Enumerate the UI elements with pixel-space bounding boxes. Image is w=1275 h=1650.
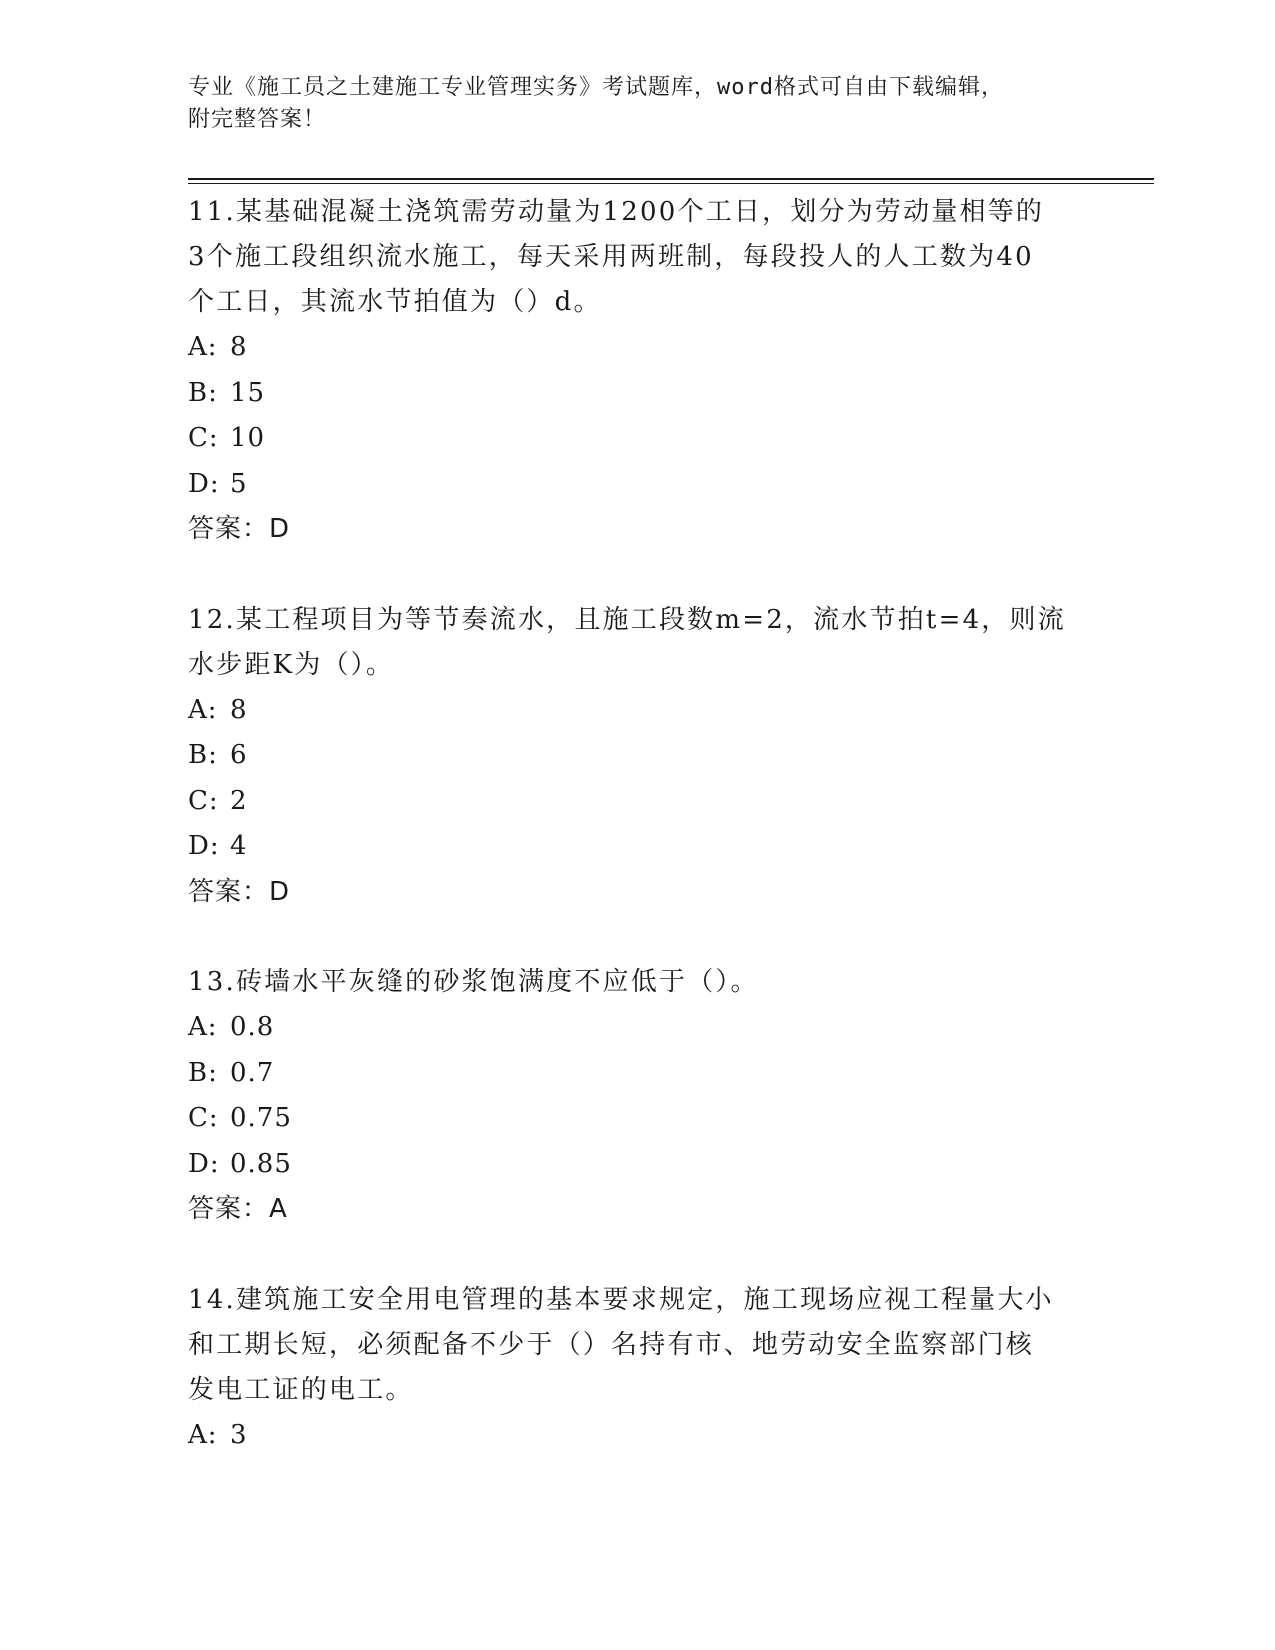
option-label: D: (188, 468, 220, 499)
option-label: A: (188, 694, 218, 725)
option-a (188, 325, 1088, 371)
option-c (188, 1096, 1088, 1142)
stem-line: 14.建筑施工安全用电管理的基本要求规定，施工现场应视工程量大小 (188, 1284, 1054, 1315)
option-text: 0.75 (230, 1103, 292, 1133)
question-13 (188, 960, 1088, 1233)
stem-line: 个工日，其流水节拍值为（）d。 (188, 287, 602, 317)
document-header (188, 72, 1168, 136)
option-d (188, 462, 1088, 508)
stem-line: 11.某基础混凝土浇筑需劳动量为1200个工日，划分为劳动量相等的 (188, 197, 1045, 227)
option-a (188, 1413, 1088, 1459)
option-label: C: (188, 785, 219, 816)
question-stem (188, 190, 1088, 325)
answer-line: 答案：A (188, 1194, 288, 1224)
question-list (188, 190, 1088, 1503)
stem-line: 发电工证的电工。 (188, 1374, 414, 1405)
option-c (188, 416, 1088, 462)
stem-line: 和工期长短，必须配备不少于（）名持有市、地劳动安全监察部门核 (188, 1329, 1035, 1360)
question-12 (188, 598, 1088, 916)
option-text: 6 (230, 740, 248, 770)
stem-line: 水步距K为（）。 (188, 649, 395, 680)
question-stem (188, 960, 1088, 1005)
option-label: A: (188, 1419, 218, 1450)
question-stem (188, 1278, 1088, 1413)
option-text: 10 (230, 423, 266, 453)
option-label: D: (188, 831, 220, 861)
option-text: 5 (230, 468, 248, 499)
header-line: 专业《施工员之土建施工专业管理实务》考试题库，word格式可自由下载编辑， (188, 75, 1004, 100)
option-label: B: (188, 377, 218, 408)
header-divider-thin (188, 183, 1154, 184)
option-c (188, 779, 1088, 825)
option-text: 0.7 (230, 1057, 275, 1088)
stem-line: 3个施工段组织流水施工，每天采用两班制，每段投人的人工数为40 (188, 242, 1034, 272)
option-label: A: (188, 1012, 218, 1042)
question-14 (188, 1278, 1088, 1459)
question-11 (188, 190, 1088, 553)
option-label: A: (188, 332, 218, 362)
answer-line: 答案：D (188, 514, 291, 544)
option-text: 2 (230, 785, 248, 816)
option-a (188, 1005, 1088, 1051)
option-b (188, 371, 1088, 417)
header-divider-thick (188, 178, 1154, 180)
option-b (188, 733, 1088, 779)
option-d (188, 1142, 1088, 1188)
header-line: 附完整答案！ (188, 107, 327, 132)
stem-line: 13.砖墙水平灰缝的砂浆饱满度不应低于（）。 (188, 967, 759, 997)
question-stem (188, 598, 1088, 688)
option-text: 4 (230, 831, 248, 861)
option-b (188, 1051, 1088, 1097)
option-text: 0.85 (230, 1148, 292, 1179)
option-text: 15 (230, 377, 266, 408)
option-label: C: (188, 423, 219, 453)
option-d (188, 824, 1088, 870)
option-label: D: (188, 1148, 220, 1179)
answer-line: 答案：D (188, 876, 291, 907)
option-label: B: (188, 740, 218, 770)
option-text: 0.8 (230, 1012, 275, 1042)
option-text: 8 (230, 332, 248, 362)
stem-line: 12.某工程项目为等节奏流水，且施工段数m=2，流水节拍t=4，则流 (188, 604, 1066, 635)
option-text: 8 (230, 694, 248, 725)
option-label: C: (188, 1103, 219, 1133)
option-text: 3 (230, 1419, 248, 1450)
option-a (188, 688, 1088, 734)
option-label: B: (188, 1057, 218, 1088)
